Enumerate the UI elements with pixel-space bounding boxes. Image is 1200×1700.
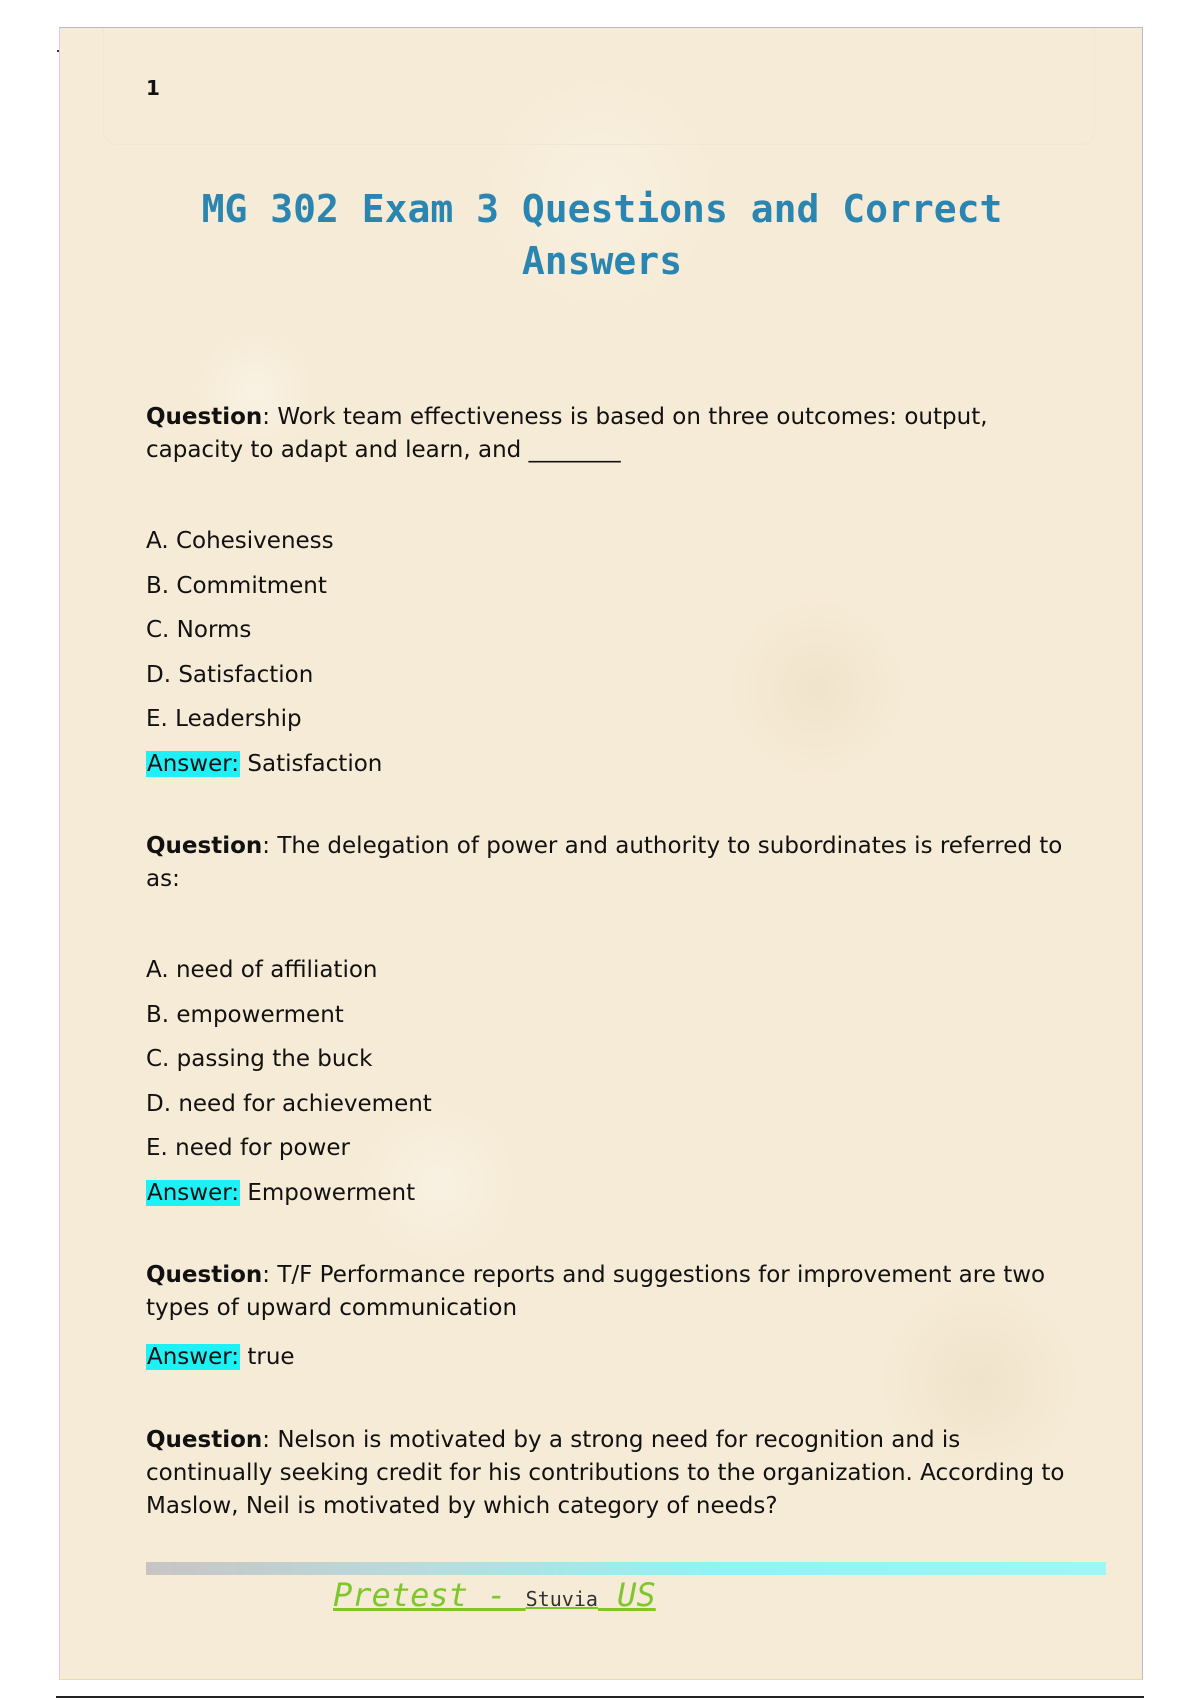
option-item: C. passing the buck [146, 1046, 373, 1072]
answer-value: Satisfaction [247, 750, 383, 777]
answer-line [146, 742, 1066, 787]
question-text [146, 401, 1066, 467]
question-body: : Nelson is motivated by a strong need for recognition and is continually seeking credit for his contributions to the organization. According to Maslow, Neil is motivated by which category of needs? [146, 1426, 1065, 1519]
question-block-3 [146, 1259, 1066, 1380]
question-body: : T/F Performance reports and suggestions for improvement are two types of upward communication [146, 1262, 1046, 1321]
answer-label: Answer: [147, 1179, 240, 1206]
footer-watermark [333, 1576, 656, 1614]
options-list [146, 948, 1066, 1171]
options-list [146, 519, 1066, 742]
bottom-rule [56, 1696, 1144, 1698]
footer-us: US [597, 1576, 656, 1614]
answer-line [146, 1171, 1066, 1216]
answer-label: Answer: [147, 750, 240, 777]
footer-pretest: Pretest - [333, 1576, 526, 1614]
document-page [59, 27, 1143, 1680]
option-item: C. Norms [146, 617, 252, 643]
option-item: D. need for achievement [146, 1090, 432, 1117]
question-body: : Work team effectiveness is based on three outcomes: output, capacity to adapt and learn, and ________ [146, 404, 988, 463]
answer-line [146, 1335, 1066, 1380]
question-body: : The delegation of power and authority to subordinates is referred to as: [146, 833, 1063, 892]
questions-content [146, 401, 1066, 1567]
option-item: B. Commitment [146, 572, 327, 599]
answer-label: Answer: [147, 1344, 240, 1370]
option-item: E. need for power [146, 1135, 350, 1161]
answer-value: true [247, 1344, 295, 1370]
option-item: A. need of affiliation [146, 957, 378, 983]
question-label: Question [146, 404, 263, 430]
footer-divider-bar [146, 1562, 1106, 1575]
question-label: Question [146, 1262, 263, 1288]
option-item: A. Cohesiveness [146, 528, 334, 554]
header-box [103, 28, 1095, 145]
footer-stuvia: Stuvia [525, 1587, 598, 1611]
question-text [146, 1424, 1066, 1523]
answer-value: Empowerment [247, 1179, 416, 1206]
question-block-4 [146, 1424, 1066, 1523]
question-text [146, 1259, 1066, 1325]
question-label: Question [146, 1426, 263, 1453]
document-title: MG 302 Exam 3 Questions and Correct Answers [201, 187, 1003, 283]
option-item: E. Leadership [146, 706, 302, 732]
question-label: Question [146, 833, 263, 859]
option-item: B. empowerment [146, 1001, 344, 1028]
question-block-1 [146, 401, 1066, 786]
option-item: D. Satisfaction [146, 661, 314, 688]
question-block-2 [146, 830, 1066, 1215]
page-number: 1 [146, 76, 160, 100]
question-text [146, 830, 1066, 896]
